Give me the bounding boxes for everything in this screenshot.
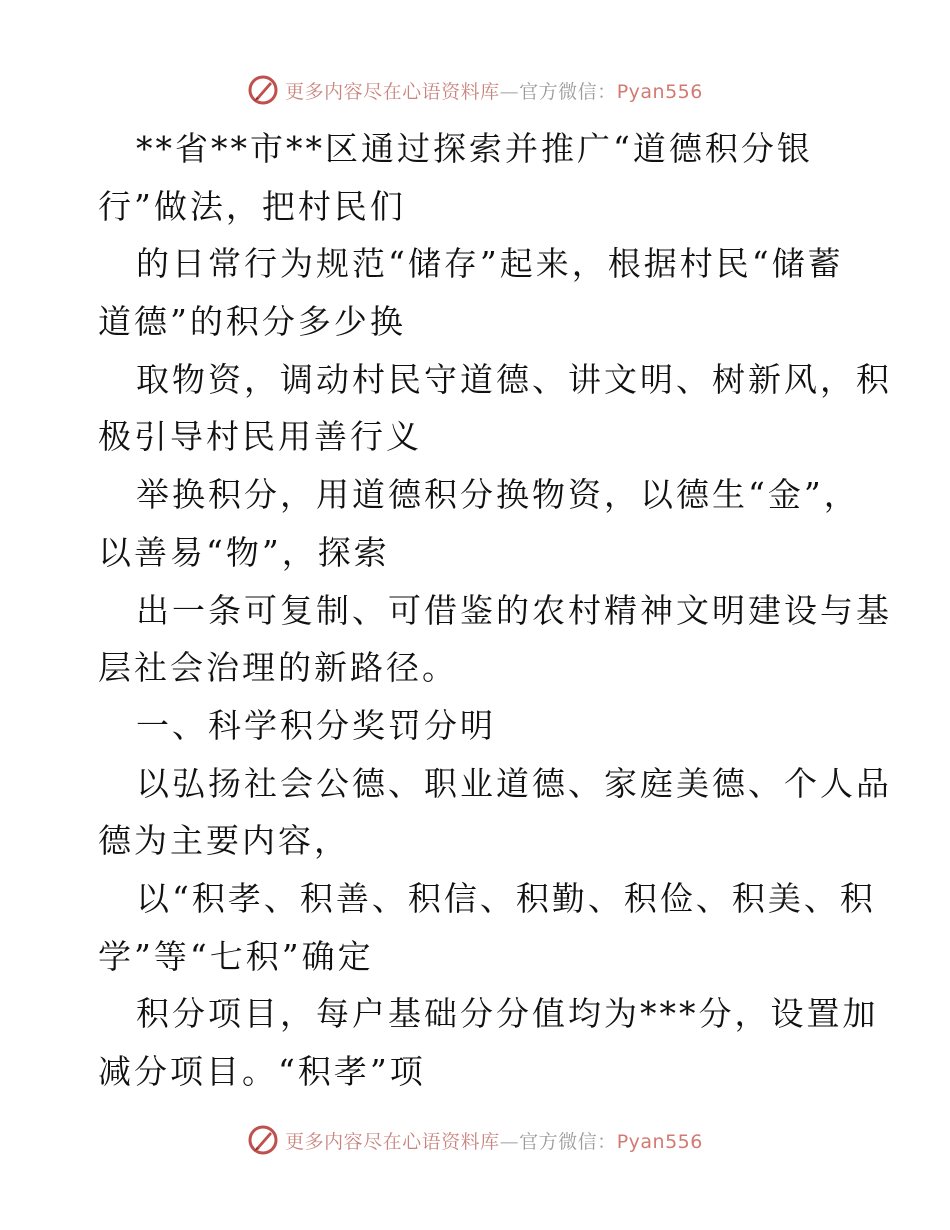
watermark-dash: — bbox=[499, 1130, 520, 1153]
text-line: 积分项目，每户基础分分值均为***分，设置加 bbox=[136, 994, 879, 1034]
text-line: 道德”的积分多少换 bbox=[98, 302, 406, 342]
text-line: 行”做法，把村民们 bbox=[98, 186, 406, 226]
watermark-label: 官方微信： bbox=[519, 1130, 617, 1153]
text-line: 以弘扬社会公德、职业道德、家庭美德、个人品 bbox=[136, 763, 892, 803]
watermark-account: Pyan556 bbox=[616, 1130, 703, 1153]
text-line: 极引导村民用善行义 bbox=[98, 417, 422, 457]
watermark-brand: 更多内容尽在心语资料库 bbox=[285, 80, 500, 103]
footer-watermark bbox=[0, 1120, 950, 1160]
text-line: 学”等“七积”确定 bbox=[98, 936, 374, 976]
brand-logo-icon bbox=[247, 74, 279, 106]
text-line: 减分项目。“积孝”项 bbox=[98, 1052, 426, 1091]
watermark-brand: 更多内容尽在心语资料库 bbox=[285, 1130, 500, 1153]
header-watermark bbox=[0, 70, 950, 110]
watermark-label: 官方微信： bbox=[519, 80, 617, 103]
text-line: 取物资，调动村民守道德、讲文明、树新风，积 bbox=[136, 359, 892, 399]
text-line: 以善易“物”，探索 bbox=[98, 532, 390, 572]
brand-logo-icon bbox=[247, 1124, 279, 1156]
text-line: 的日常行为规范“储存”起来，根据村民“储蓄 bbox=[136, 244, 844, 284]
document-body bbox=[98, 120, 892, 1101]
watermark-account: Pyan556 bbox=[616, 80, 703, 103]
text-line: 德为主要内容， bbox=[98, 821, 350, 861]
text-line: 层社会治理的新路径。 bbox=[98, 648, 458, 688]
watermark-text bbox=[285, 1127, 703, 1154]
text-line: 以“积孝、积善、积信、积勤、积俭、积美、积 bbox=[136, 878, 876, 918]
section-heading: 一、科学积分奖罚分明 bbox=[136, 705, 496, 745]
watermark-text bbox=[285, 77, 703, 104]
watermark-dash: — bbox=[499, 80, 520, 103]
text-line: **省**市**区通过探索并推广“道德积分银 bbox=[136, 129, 813, 168]
text-line: 举换积分，用道德积分换物资，以德生“金”， bbox=[136, 475, 860, 515]
text-line: 出一条可复制、可借鉴的农村精神文明建设与基 bbox=[136, 590, 892, 630]
